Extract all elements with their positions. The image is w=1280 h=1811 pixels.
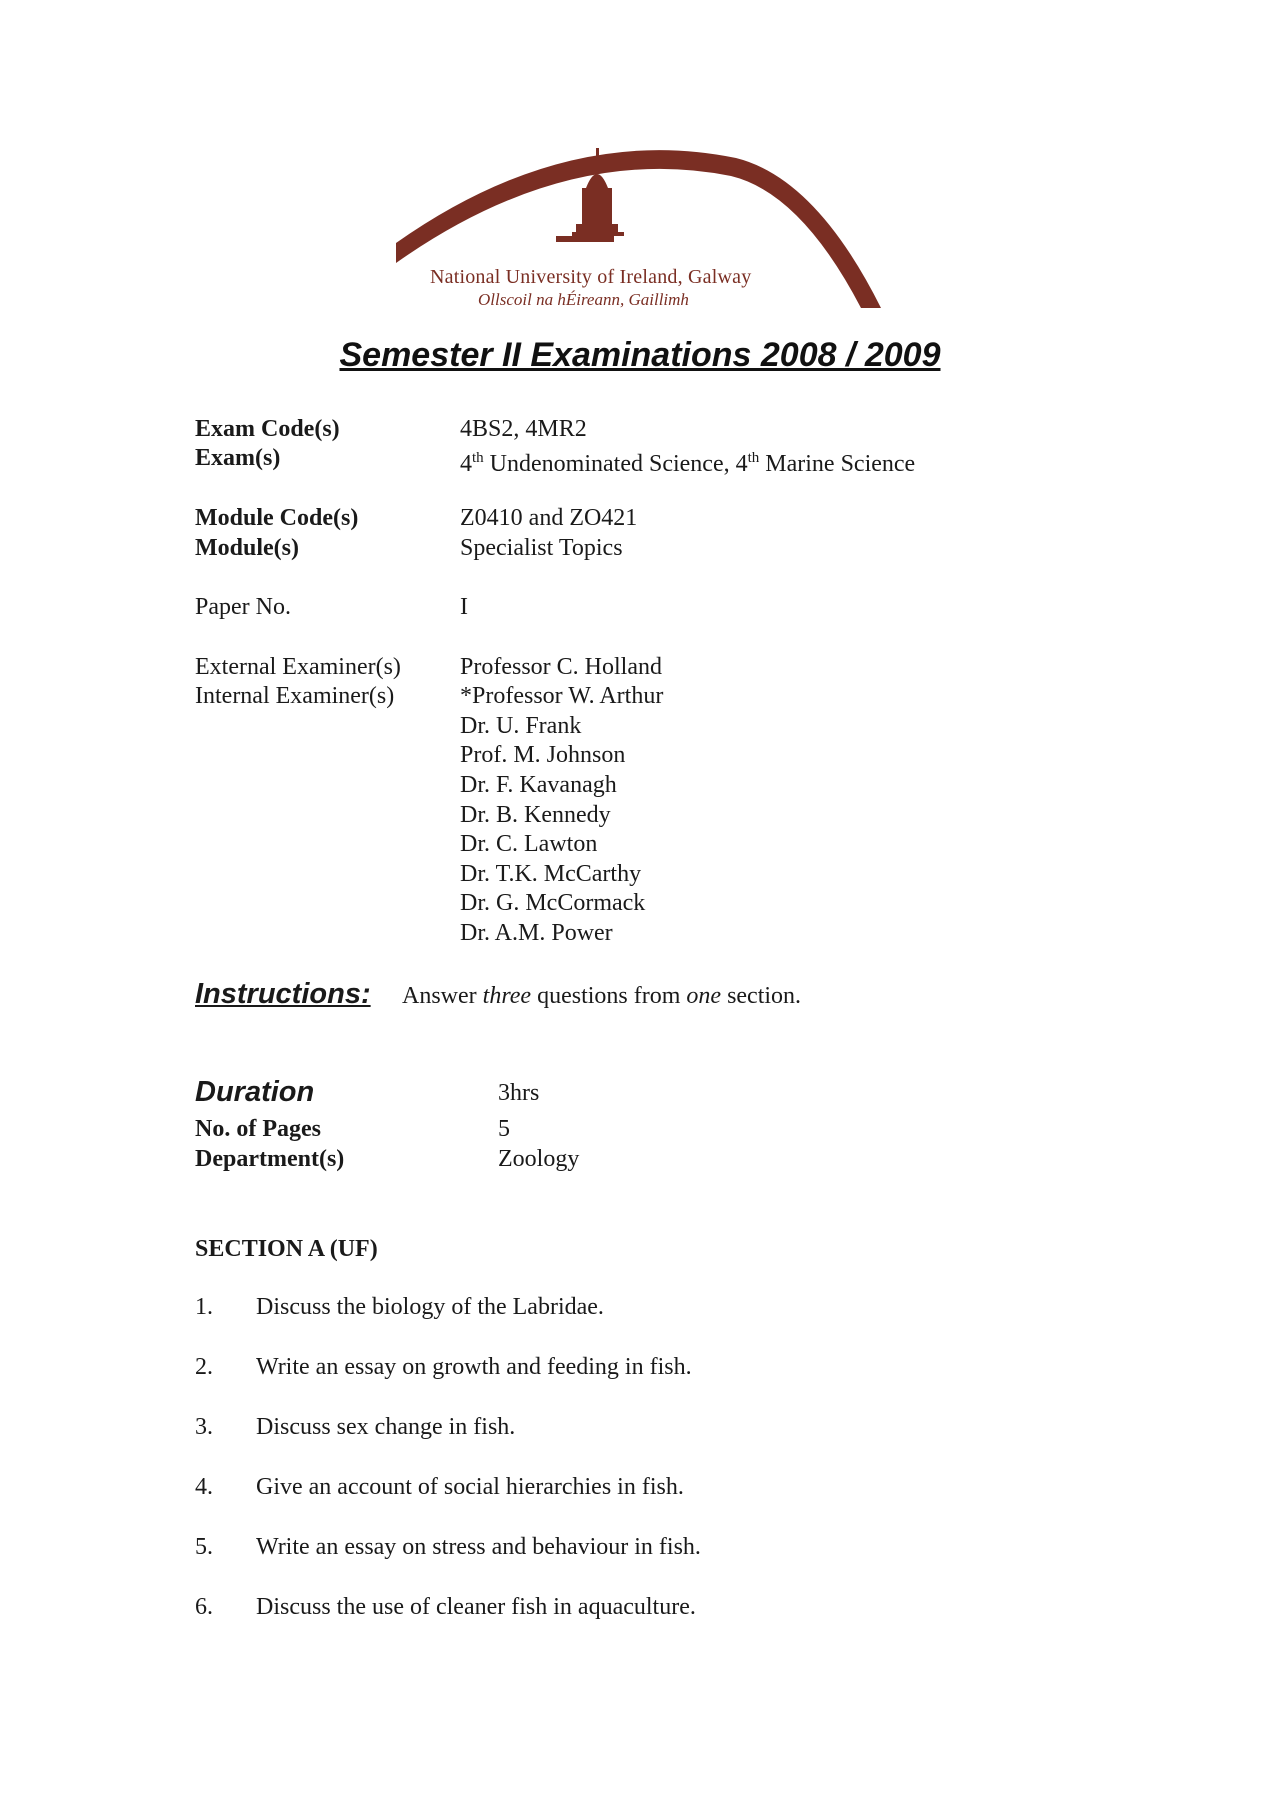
pages-label: No. of Pages: [195, 1116, 321, 1142]
external-examiners-label: External Examiner(s): [195, 654, 401, 680]
module-code-label: Module Code(s): [195, 505, 359, 531]
modules-value: Specialist Topics: [460, 535, 623, 561]
instructions-text: Answer three questions from one section.: [402, 983, 802, 1009]
question-number: 3.: [195, 1414, 213, 1440]
question-text: Give an account of social hierarchies in fish.: [256, 1474, 684, 1500]
internal-examiner: Dr. A.M. Power: [460, 920, 613, 946]
internal-examiners-label: Internal Examiner(s): [195, 683, 395, 709]
internal-examiner: Dr. C. Lawton: [460, 831, 598, 857]
question-text: Write an essay on growth and feeding in fish.: [256, 1354, 692, 1380]
exam-title: Semester II Examinations 2008 / 2009: [339, 336, 941, 374]
module-code-value: Z0410 and ZO421: [460, 505, 638, 531]
logo-name-english: National University of Ireland, Galway: [430, 266, 752, 288]
paper-no-label: Paper No.: [195, 594, 291, 620]
internal-examiner: Dr. B. Kennedy: [460, 802, 611, 828]
internal-examiner: Dr. F. Kavanagh: [460, 772, 617, 798]
duration-value: 3hrs: [498, 1080, 540, 1106]
internal-examiner: Dr. G. McCormack: [460, 890, 646, 916]
pages-value: 5: [498, 1116, 510, 1142]
question-number: 1.: [195, 1294, 213, 1320]
internal-examiner: Dr. T.K. McCarthy: [460, 861, 642, 887]
question-text: Discuss sex change in fish.: [256, 1414, 516, 1440]
section-heading: SECTION A (UF): [195, 1236, 378, 1262]
internal-examiner: Dr. U. Frank: [460, 713, 582, 739]
exams-value: 4th Undenominated Science, 4th Marine Science: [460, 450, 916, 477]
department-value: Zoology: [498, 1146, 580, 1172]
exam-code-label: Exam Code(s): [195, 416, 340, 442]
internal-examiner: Prof. M. Johnson: [460, 742, 626, 768]
external-examiners-value: Professor C. Holland: [460, 654, 662, 680]
department-label: Department(s): [195, 1146, 345, 1172]
exam-code-value: 4BS2, 4MR2: [460, 416, 587, 442]
question-number: 5.: [195, 1534, 213, 1560]
duration-label: Duration: [195, 1076, 315, 1108]
question-number: 6.: [195, 1594, 213, 1620]
question-text: Discuss the biology of the Labridae.: [256, 1294, 604, 1320]
logo-name-irish: Ollscoil na hÉireann, Gaillimh: [478, 290, 689, 309]
question-number: 4.: [195, 1474, 213, 1500]
internal-examiner: *Professor W. Arthur: [460, 683, 664, 709]
modules-label: Module(s): [195, 535, 299, 561]
instructions-label: Instructions:: [195, 978, 371, 1010]
exams-label: Exam(s): [195, 445, 281, 471]
paper-no-value: I: [460, 594, 468, 620]
question-text: Write an essay on stress and behaviour in fish.: [256, 1534, 701, 1560]
question-number: 2.: [195, 1354, 213, 1380]
question-text: Discuss the use of cleaner fish in aquaculture.: [256, 1594, 696, 1620]
